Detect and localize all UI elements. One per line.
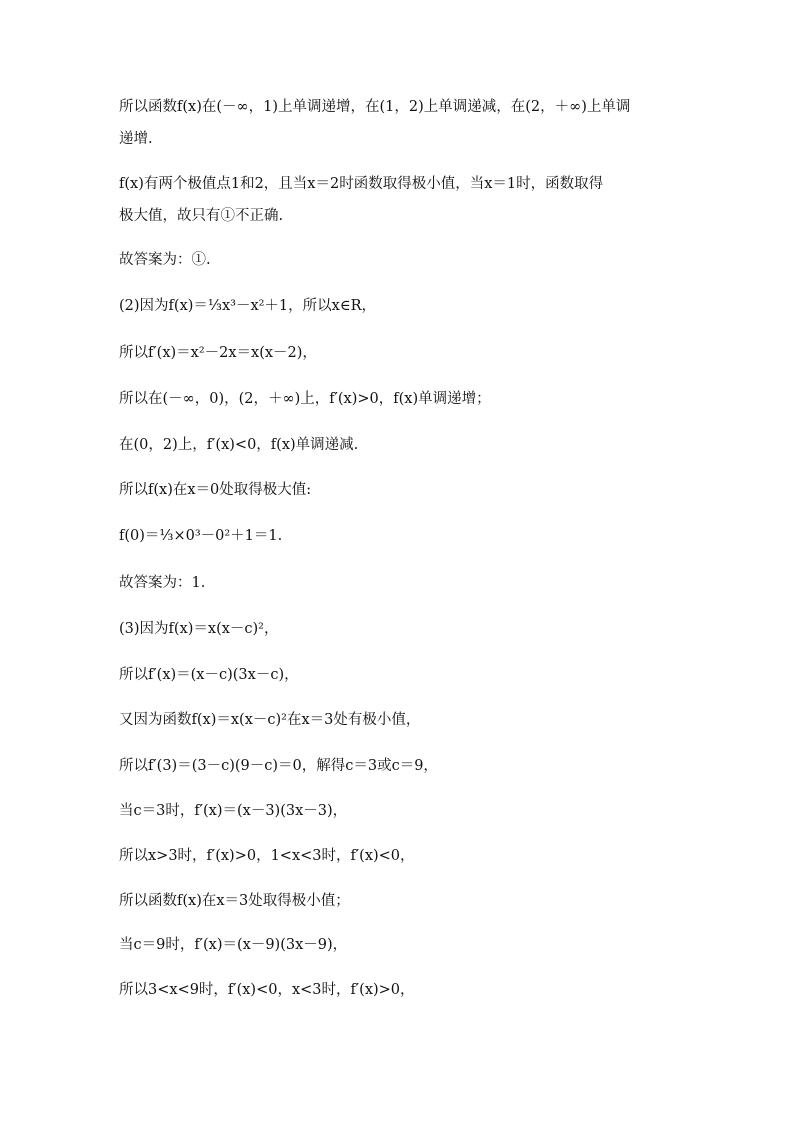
text-line: 所以3<x<9时，f′(x)<0，x<3时，f′(x)>0， — [119, 982, 415, 998]
text-line: 当c＝9时，f′(x)＝(x－9)(3x－9)， — [119, 937, 348, 953]
text-line: 所以在(－∞，0)，(2，＋∞)上，f′(x)>0，f(x)单调递增； — [119, 391, 491, 407]
text-line: 所以x>3时，f′(x)>0，1<x<3时，f′(x)<0， — [119, 848, 415, 864]
text-line: 故答案为：①. — [119, 252, 211, 268]
text-line: 在(0，2)上，f′(x)<0，f(x)单调递减. — [119, 437, 359, 453]
text-line: 所以函数f(x)在x＝3处取得极小值； — [119, 893, 350, 909]
text-line: 所以f′(x)＝x²－2x＝x(x－2)， — [119, 345, 317, 361]
text-line: 递增. — [119, 131, 153, 147]
text-line: 极大值，故只有①不正确. — [119, 208, 284, 224]
text-line: f(0)＝⅓×0³－0²＋1＝1. — [119, 528, 283, 544]
text-line: (2)因为f(x)＝⅓x³－x²＋1，所以x∈R， — [119, 298, 376, 314]
text-line: 所以f′(3)＝(3－c)(9－c)＝0，解得c＝3或c＝9， — [119, 758, 438, 774]
text-line: f(x)有两个极值点1和2，且当x＝2时函数取得极小值，当x＝1时，函数取得 — [119, 176, 604, 192]
text-line: 所以f(x)在x＝0处取得极大值: — [119, 482, 312, 498]
text-line: 故答案为：1. — [119, 575, 206, 591]
text-line: (3)因为f(x)＝x(x－c)²， — [119, 621, 279, 637]
text-line: 所以函数f(x)在(－∞，1)上单调递增，在(1，2)上单调递减，在(2，＋∞)上单调 — [119, 99, 631, 115]
text-line: 又因为函数f(x)＝x(x－c)²在x＝3处有极小值， — [119, 712, 421, 728]
text-line: 所以f′(x)＝(x－c)(3x－c)， — [119, 667, 299, 683]
text-line: 当c＝3时，f′(x)＝(x－3)(3x－3)， — [119, 803, 348, 819]
